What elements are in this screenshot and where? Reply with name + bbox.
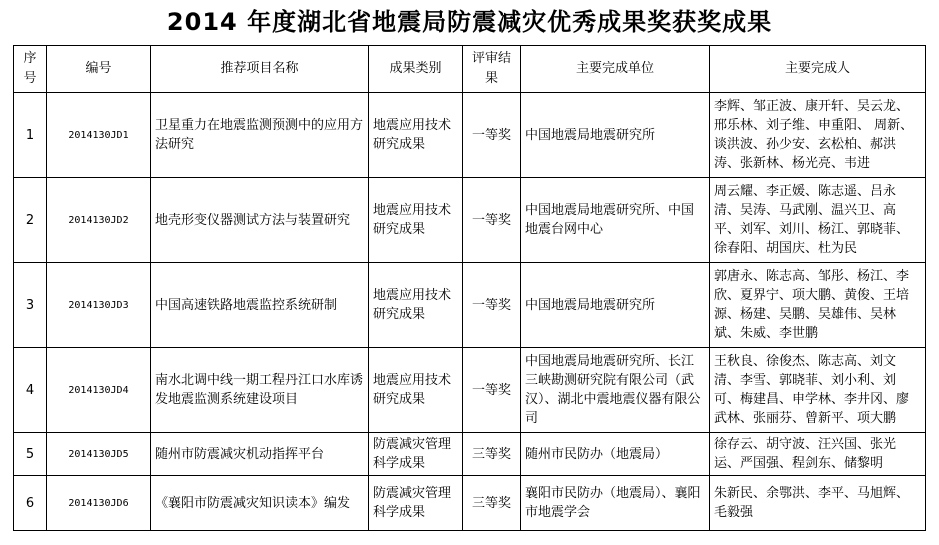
cell-code: 2014130JD5 bbox=[47, 433, 151, 476]
header-category: 成果类别 bbox=[369, 46, 463, 93]
cell-persons: 王秋良、徐俊杰、陈志高、刘文清、李雪、郭晓菲、刘小利、刘可、梅建昌、申学林、李井冈、廖武林、张丽芬、曾新平、项大鹏 bbox=[710, 348, 926, 433]
cell-seq: 6 bbox=[14, 476, 47, 531]
cell-code: 2014130JD1 bbox=[47, 93, 151, 178]
cell-code: 2014130JD4 bbox=[47, 348, 151, 433]
cell-project: 随州市防震减灾机动指挥平台 bbox=[151, 433, 369, 476]
awards-table bbox=[13, 45, 926, 531]
header-seq: 序号 bbox=[14, 46, 47, 93]
cell-unit: 中国地震局地震研究所 bbox=[521, 263, 710, 348]
cell-code: 2014130JD6 bbox=[47, 476, 151, 531]
table-row bbox=[14, 348, 926, 433]
cell-seq: 2 bbox=[14, 178, 47, 263]
header-row bbox=[14, 46, 926, 93]
cell-persons: 郭唐永、陈志高、邹彤、杨江、李欣、夏界宁、项大鹏、黄俊、王培源、杨建、吴鹏、吴雄伟、吴林斌、朱威、李世鹏 bbox=[710, 263, 926, 348]
cell-persons: 朱新民、余鄂洪、李平、马旭辉、毛毅强 bbox=[710, 476, 926, 531]
cell-unit: 中国地震局地震研究所、中国地震台网中心 bbox=[521, 178, 710, 263]
cell-unit: 襄阳市民防办（地震局）、襄阳市地震学会 bbox=[521, 476, 710, 531]
cell-project: 卫星重力在地震监测预测中的应用方法研究 bbox=[151, 93, 369, 178]
cell-code: 2014130JD3 bbox=[47, 263, 151, 348]
cell-result: 三等奖 bbox=[463, 433, 521, 476]
cell-project: 中国高速铁路地震监控系统研制 bbox=[151, 263, 369, 348]
table-row bbox=[14, 476, 926, 531]
header-project: 推荐项目名称 bbox=[151, 46, 369, 93]
cell-seq: 4 bbox=[14, 348, 47, 433]
table-row bbox=[14, 263, 926, 348]
cell-category: 地震应用技术研究成果 bbox=[369, 93, 463, 178]
cell-project: 地壳形变仪器测试方法与装置研究 bbox=[151, 178, 369, 263]
cell-category: 地震应用技术研究成果 bbox=[369, 263, 463, 348]
cell-unit: 中国地震局地震研究所、长江三峡勘测研究院有限公司（武汉）、湖北中震地震仪器有限公司 bbox=[521, 348, 710, 433]
cell-seq: 3 bbox=[14, 263, 47, 348]
cell-unit: 随州市民防办（地震局） bbox=[521, 433, 710, 476]
header-code: 编号 bbox=[47, 46, 151, 93]
cell-category: 防震减灾管理科学成果 bbox=[369, 476, 463, 531]
cell-category: 地震应用技术研究成果 bbox=[369, 348, 463, 433]
cell-category: 防震减灾管理科学成果 bbox=[369, 433, 463, 476]
header-persons: 主要完成人 bbox=[710, 46, 926, 93]
header-result: 评审结果 bbox=[463, 46, 521, 93]
cell-unit: 中国地震局地震研究所 bbox=[521, 93, 710, 178]
cell-code: 2014130JD2 bbox=[47, 178, 151, 263]
cell-result: 一等奖 bbox=[463, 93, 521, 178]
cell-result: 一等奖 bbox=[463, 178, 521, 263]
cell-persons: 李辉、邹正波、康开轩、吴云龙、邢乐林、刘子维、申重阳、 周新、谈洪波、孙少安、玄松柏、郝洪涛、张新林、杨光亮、韦进 bbox=[710, 93, 926, 178]
table-row bbox=[14, 178, 926, 263]
table-row bbox=[14, 433, 926, 476]
page-title: 2014 年度湖北省地震局防震减灾优秀成果奖获奖成果 bbox=[166, 8, 773, 36]
cell-category: 地震应用技术研究成果 bbox=[369, 178, 463, 263]
cell-persons: 周云耀、李正媛、陈志遥、吕永清、吴涛、马武刚、温兴卫、高平、刘军、刘川、杨江、郭晓菲、徐春阳、胡国庆、杜为民 bbox=[710, 178, 926, 263]
cell-project: 《襄阳市防震减灾知识读本》编发 bbox=[151, 476, 369, 531]
header-unit: 主要完成单位 bbox=[521, 46, 710, 93]
cell-result: 三等奖 bbox=[463, 476, 521, 531]
table-row bbox=[14, 93, 926, 178]
cell-seq: 5 bbox=[14, 433, 47, 476]
cell-result: 一等奖 bbox=[463, 263, 521, 348]
cell-project: 南水北调中线一期工程丹江口水库诱发地震监测系统建设项目 bbox=[151, 348, 369, 433]
cell-persons: 徐存云、胡守波、汪兴国、张光运、严国强、程剑东、储黎明 bbox=[710, 433, 926, 476]
cell-result: 一等奖 bbox=[463, 348, 521, 433]
cell-seq: 1 bbox=[14, 93, 47, 178]
